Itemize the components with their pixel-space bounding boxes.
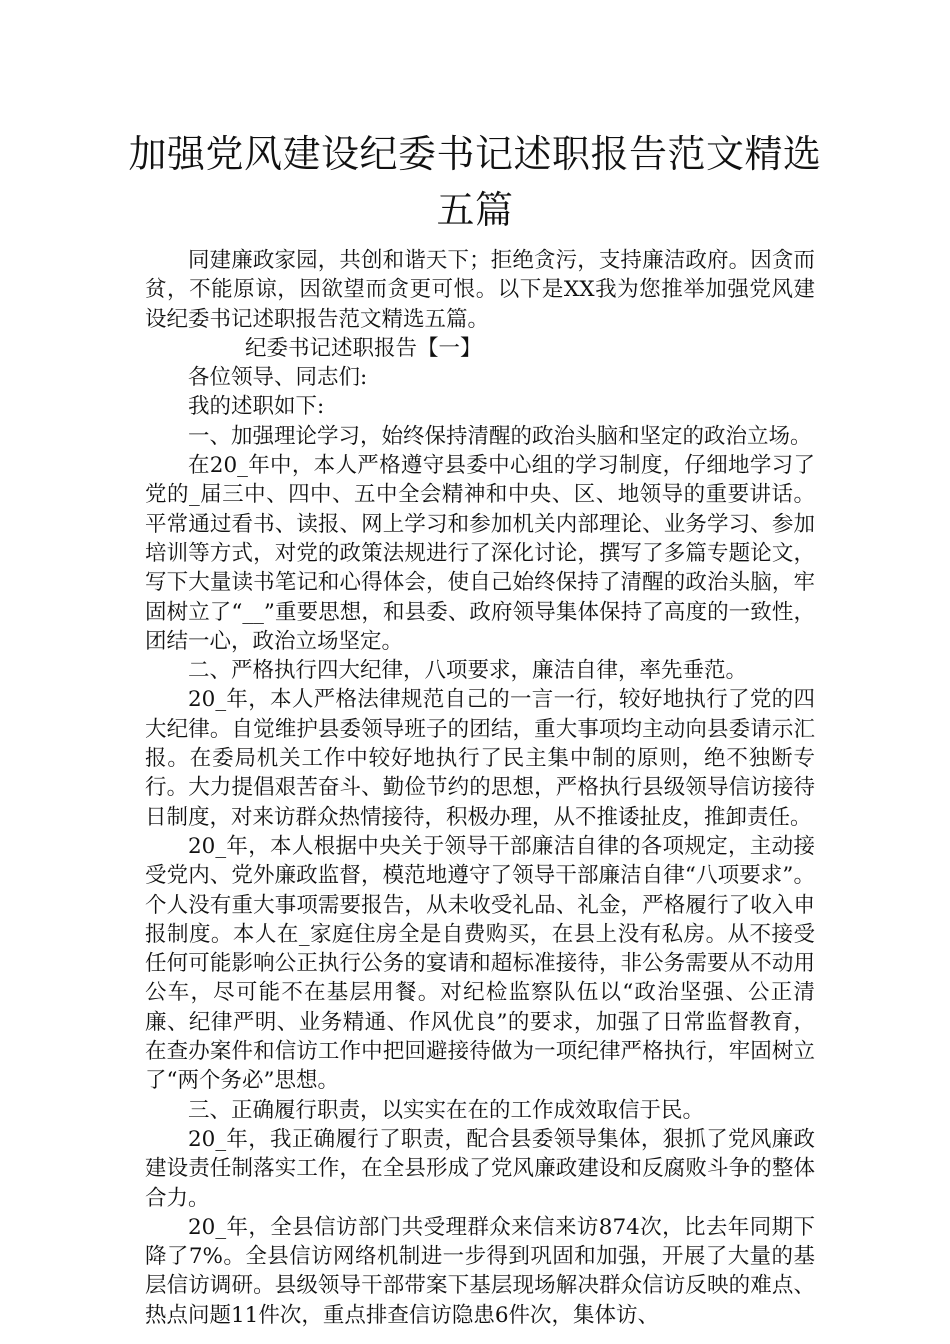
document-title [120, 126, 830, 238]
salutation: 各位领导、同志们: [188, 365, 368, 391]
paragraph-integrity: 20_年，本人根据中央关于领导干部廉洁自律的各项规定，主动接受党内、党外廉政监督，模范地遵守了领导干部廉洁自律“八项要求”。个人没有重大事项需要报告，从未收受礼品、礼金，严格履行了收入申报制度。本人在_家庭住房全是自费购买，在县上没有私房。从不接受任何可能影响公正执行公务的宴请和超标准接待，非公务需要从不动用公车，尽可能不在基层用餐。对纪检监察队伍以“政治坚强、公正清廉、纪律严明、业务精通、作风优良”的要求，加强了日常监督教育，在查办案件和信访工作中把回避接待做为一项纪律严格执行，牢固树立了“两个务必”思想。 [145, 833, 815, 1094]
opening-line: 我的述职如下: [188, 394, 325, 420]
paragraph-discipline: 20_年，本人严格法律规范自己的一言一行，较好地执行了党的四大纪律。自觉维护县委领导班子的团结，重大事项均主动向县委请示汇报。在委局机关工作中较好地执行了民主集中制的原则，绝不独断专行。大力提倡艰苦奋斗、勤俭节约的思想，严格执行县级领导信访接待日制度，对来访群众热情接待，积极办理，从不推诿扯皮，推卸责任。 [145, 687, 815, 830]
title-line-1: 加强党风建设纪委书记述职报告范文精选 [128, 132, 822, 176]
document-body [145, 246, 815, 1330]
section-heading-1: 一、加强理论学习，始终保持清醒的政治头脑和坚定的政治立场。 [188, 423, 812, 449]
title-line-2: 五篇 [436, 188, 514, 232]
paragraph-petitions: 20_年，全县信访部门共受理群众来信来访874次，比去年同期下降了7%。全县信访网络机制进一步得到巩固和加强，开展了大量的基层信访调研。县级领导干部带案下基层现场解决群众信访反映的难点、热点问题11件次，重点排查信访隐患6件次，集体访、 [145, 1214, 815, 1328]
paragraph-study: 在20_年中，本人严格遵守县委中心组的学习制度，仔细地学习了党的_届三中、四中、五中全会精神和中央、区、地领导的重要讲话。平常通过看书、读报、网上学习和参加机关内部理论、业务学习、参加培训等方式，对党的政策法规进行了深化讨论，撰写了多篇专题论文，写下大量读书笔记和心得体会，使自己始终保持了清醒的政治头脑，牢固树立了“__”重要思想，和县委、政府领导集体保持了高度的一致性，团结一心，政治立场坚定。 [145, 453, 815, 654]
section-heading-3: 三、正确履行职责，以实实在在的工作成效取信于民。 [188, 1097, 705, 1123]
intro-paragraph: 同建廉政家园，共创和谐天下；拒绝贪污，支持廉洁政府。因贪而贫，不能原谅，因欲望而贪更可恨。以下是XX我为您推举加强党风建设纪委书记述职报告范文精选五篇。 [145, 248, 815, 332]
report-heading: 纪委书记述职报告【一】 [245, 335, 482, 361]
section-heading-2: 二、严格执行四大纪律，八项要求，廉洁自律，率先垂范。 [188, 658, 748, 684]
paragraph-duties: 20_年，我正确履行了职责，配合县委领导集体，狠抓了党风廉政建设责任制落实工作，在全县形成了党风廉政建设和反腐败斗争的整体合力。 [145, 1126, 815, 1211]
